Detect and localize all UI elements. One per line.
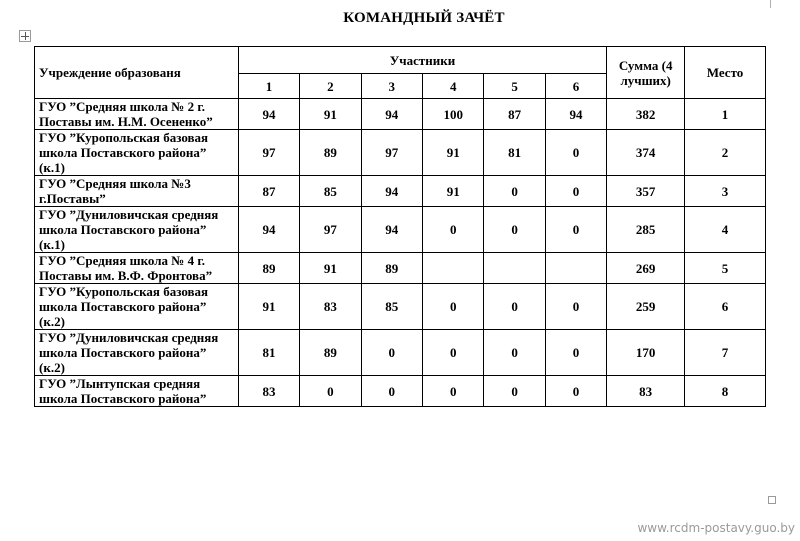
score-cell: 89 [238,253,299,284]
score-cell: 0 [423,330,484,376]
score-cell: 85 [361,284,422,330]
table-row [35,176,766,207]
header-institution: Учреждение образованя [35,47,239,99]
table-move-icon[interactable] [19,30,31,42]
score-cell: 0 [423,207,484,253]
score-cell: 0 [545,284,606,330]
place-cell: 1 [685,99,766,130]
score-cell: 0 [545,330,606,376]
header-place: Место [685,47,766,99]
institution-cell: ГУО ”Средняя школа № 2 г. Поставы им. Н.М. Осененко” [35,99,239,130]
score-cell [545,253,606,284]
score-cell: 0 [300,376,361,407]
score-cell: 81 [238,330,299,376]
header-participant-3: 3 [361,74,422,99]
score-cell: 81 [484,130,545,176]
table-row [35,99,766,130]
table-row [35,376,766,407]
page-title: КОМАНДНЫЙ ЗАЧЁТ [343,10,505,26]
institution-cell: ГУО ”Средняя школа № 4 г. Поставы им. В.Ф. Фронтова” [35,253,239,284]
place-cell: 7 [685,330,766,376]
score-cell: 0 [484,376,545,407]
table-row [35,284,766,330]
institution-cell: ГУО ”Куропольская базовая школа Поставского района” (к.1) [35,130,239,176]
score-cell: 0 [484,330,545,376]
score-cell: 0 [361,376,422,407]
header-sum: Сумма (4 лучших) [607,47,685,99]
score-cell: 83 [238,376,299,407]
score-cell: 94 [361,207,422,253]
score-cell: 94 [361,99,422,130]
score-cell: 94 [238,207,299,253]
header-participants: Участники [238,47,607,74]
score-cell: 0 [484,176,545,207]
header-participant-4: 4 [423,74,484,99]
place-cell: 6 [685,284,766,330]
table-row [35,207,766,253]
score-cell: 83 [300,284,361,330]
score-cell: 0 [361,330,422,376]
results-table [34,46,766,407]
score-cell: 91 [300,253,361,284]
results-body [35,99,766,407]
score-cell: 85 [300,176,361,207]
header-participant-1: 1 [238,74,299,99]
score-cell: 87 [484,99,545,130]
institution-cell: ГУО ”Лынтупская средняя школа Поставского района” [35,376,239,407]
table-row [35,130,766,176]
header-row [35,47,766,74]
sum-cell: 259 [607,284,685,330]
score-cell: 91 [423,130,484,176]
score-cell: 97 [300,207,361,253]
score-cell: 0 [545,376,606,407]
table-row [35,330,766,376]
table-row [35,253,766,284]
sum-cell: 357 [607,176,685,207]
score-cell: 0 [484,284,545,330]
place-cell: 4 [685,207,766,253]
score-cell: 97 [361,130,422,176]
score-cell [484,253,545,284]
score-cell: 89 [300,330,361,376]
score-cell [423,253,484,284]
institution-cell: ГУО ”Куропольская базовая школа Поставского района” (к.2) [35,284,239,330]
score-cell: 94 [545,99,606,130]
place-cell: 8 [685,376,766,407]
sum-cell: 374 [607,130,685,176]
score-cell: 89 [300,130,361,176]
score-cell: 0 [545,176,606,207]
score-cell: 91 [300,99,361,130]
score-cell: 0 [423,376,484,407]
place-cell: 5 [685,253,766,284]
watermark-text: www.rcdm-postavy.guo.by [637,521,795,535]
score-cell: 94 [361,176,422,207]
score-cell: 91 [423,176,484,207]
score-cell: 94 [238,99,299,130]
score-cell: 89 [361,253,422,284]
score-cell: 97 [238,130,299,176]
place-cell: 3 [685,176,766,207]
institution-cell: ГУО ”Средняя школа №3 г.Поставы” [35,176,239,207]
sum-cell: 83 [607,376,685,407]
score-cell: 0 [545,207,606,253]
header-participant-5: 5 [484,74,545,99]
page-corner-mark [770,0,778,8]
place-cell: 2 [685,130,766,176]
score-cell: 87 [238,176,299,207]
institution-cell: ГУО ”Дуниловичская средняя школа Поставского района” (к.1) [35,207,239,253]
header-participant-6: 6 [545,74,606,99]
institution-cell: ГУО ”Дуниловичская средняя школа Поставского района” (к.2) [35,330,239,376]
score-cell: 0 [545,130,606,176]
header-participant-2: 2 [300,74,361,99]
score-cell: 91 [238,284,299,330]
table-resize-icon[interactable] [768,496,776,504]
sum-cell: 170 [607,330,685,376]
score-cell: 0 [484,207,545,253]
score-cell: 0 [423,284,484,330]
sum-cell: 269 [607,253,685,284]
sum-cell: 382 [607,99,685,130]
score-cell: 100 [423,99,484,130]
sum-cell: 285 [607,207,685,253]
